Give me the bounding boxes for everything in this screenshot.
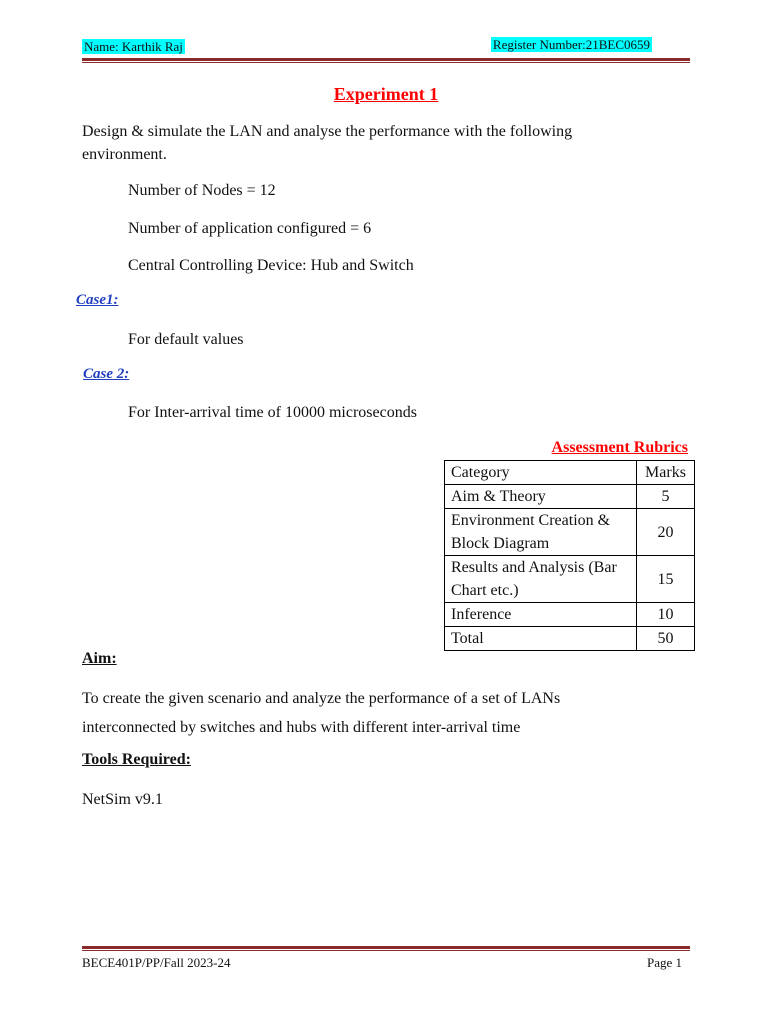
footer-course-code: BECE401P/PP/Fall 2023-24: [82, 955, 231, 970]
table-cell-category: Total: [445, 627, 637, 651]
header-register-number: Register Number:21BEC0659: [492, 37, 650, 52]
page-title: Experiment 1: [333, 84, 439, 104]
table-row: [445, 627, 695, 651]
table-cell-marks: 20: [637, 509, 695, 556]
table-row: [445, 485, 695, 509]
table-header-row: [445, 461, 695, 485]
table-header-category: Category: [445, 461, 637, 485]
header-rule: [82, 58, 690, 63]
table-row: [445, 509, 695, 556]
param-nodes: Number of Nodes = 12: [128, 182, 276, 199]
case2-heading: Case 2:: [83, 366, 130, 382]
table-cell-category: Results and Analysis (Bar Chart etc.): [445, 556, 637, 603]
tools-text: NetSim v9.1: [82, 791, 163, 808]
header-name: Name: Karthik Raj: [84, 39, 183, 54]
tools-heading: Tools Required:: [82, 751, 191, 768]
table-cell-category: Environment Creation & Block Diagram: [445, 509, 637, 556]
table-cell-category: Aim & Theory: [445, 485, 637, 509]
param-applications: Number of application configured = 6: [128, 220, 372, 237]
table-header-marks: Marks: [637, 461, 695, 485]
aim-heading: Aim:: [82, 650, 117, 667]
table-cell-marks: 15: [637, 556, 695, 603]
aim-text: To create the given scenario and analyze the performance of a set of LANs interconnected by switches and hubs with different inter-arrival time: [82, 690, 561, 736]
table-cell-marks: 5: [637, 485, 695, 509]
case1-heading: Case1:: [76, 292, 119, 308]
case2-text: For Inter-arrival time of 10000 microseconds: [128, 404, 417, 421]
table-cell-marks: 50: [637, 627, 695, 651]
rubrics-title: Assessment Rubrics: [551, 439, 688, 456]
intro-paragraph: Design & simulate the LAN and analyse the performance with the following environment.: [82, 123, 573, 163]
footer-page-number: Page 1: [646, 955, 682, 970]
table-row: [445, 603, 695, 627]
table-row: [445, 556, 695, 603]
param-device: Central Controlling Device: Hub and Switch: [128, 257, 414, 274]
table-cell-category: Inference: [445, 603, 637, 627]
case1-text: For default values: [128, 331, 244, 348]
footer-rule: [82, 946, 690, 951]
rubrics-table: [444, 460, 695, 651]
table-cell-marks: 10: [637, 603, 695, 627]
